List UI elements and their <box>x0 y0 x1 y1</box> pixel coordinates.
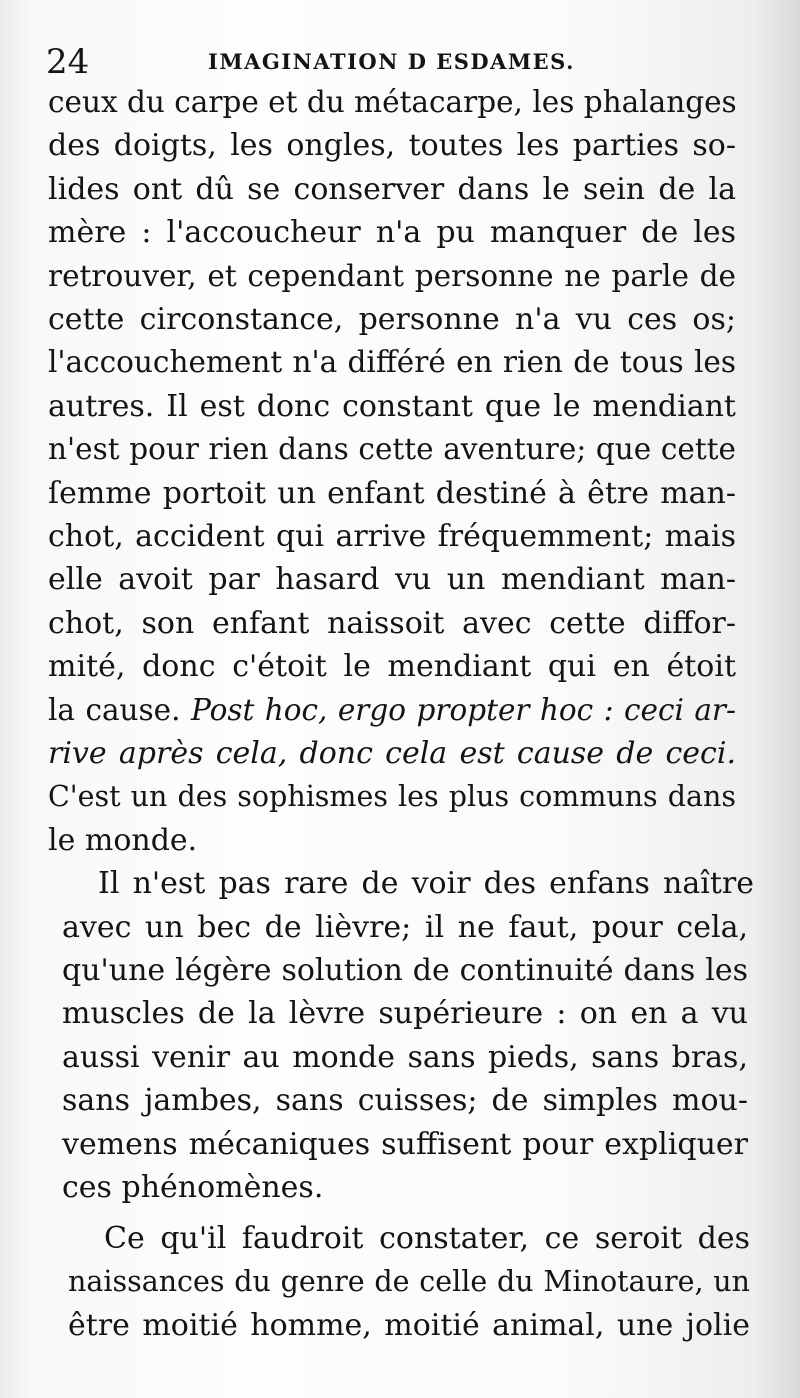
text-line: elle avoit par hasard vu un mendiant man- <box>48 562 736 598</box>
text-line: cette circonstance, personne n'a vu ces os; <box>48 302 736 337</box>
text-line: mère : l'accoucheur n'a pu manquer de les <box>48 215 736 251</box>
text-line: n'est pour rien dans cette aventure; que cette <box>48 432 736 467</box>
running-title: IMAGINATION D ESDAMES. <box>208 49 575 74</box>
text-line: avec un bec de lièvre; il ne faut, pour cela, <box>62 909 748 945</box>
text-line: qu'une légère solution de continuité dans les <box>62 953 748 988</box>
text-line: être moitié homme, moitié animal, une jolie <box>68 1307 750 1343</box>
text-line: sans jambes, sans cuisses; de simples mou- <box>62 1083 748 1119</box>
text-line: autres. Il est donc constant que le mendiant <box>48 388 736 424</box>
text-line-mixed <box>48 689 736 732</box>
text-line: Ce qu'il faudroit constater, ce seroit des <box>104 1221 750 1256</box>
text-line: chot, son enfant naissoit avec cette diffor- <box>48 605 736 641</box>
text-line: vemens mécaniques suffisent pour expliquer <box>62 1126 748 1162</box>
page-number: 24 <box>46 42 90 82</box>
text-roman-segment: la cause. <box>48 692 191 727</box>
text-line: retrouver, et cependant personne ne parle de <box>48 258 736 293</box>
page-header <box>46 38 746 86</box>
text-line-italic: rive après cela, donc cela est cause de ceci. <box>48 736 736 771</box>
text-line: C'est un des sophismes les plus communs dans <box>48 780 736 814</box>
text-line: lides ont dû se conserver dans le sein de la <box>48 171 736 207</box>
text-line: ceux du carpe et du métacarpe, les phalanges <box>48 85 737 119</box>
text-line: aussi venir au monde sans pieds, sans bras, <box>62 1039 748 1075</box>
text-line: mité, donc c'étoit le mendiant qui en étoit <box>48 649 736 685</box>
text-line: ces phénomènes. <box>62 1170 324 1205</box>
text-line: le monde. <box>48 822 198 858</box>
text-line: Il n'est pas rare de voir des enfans naître <box>98 866 754 902</box>
text-line: ſemme portoit un enfant destiné à être man- <box>48 475 736 511</box>
text-line: naissances du genre de celle du Minotaure, un <box>68 1265 750 1299</box>
text-line: muscles de la lèvre supérieure : on en a vu <box>62 996 748 1032</box>
text-line: chot, accident qui arrive fréquemment; mais <box>48 519 736 554</box>
text-line: des doigts, les ongles, toutes les parties so- <box>48 128 736 164</box>
text-line: l'accouchement n'a différé en rien de tous les <box>48 345 736 380</box>
text-italic-segment: Post hoc, ergo propter hoc : ceci ar- <box>190 692 736 727</box>
